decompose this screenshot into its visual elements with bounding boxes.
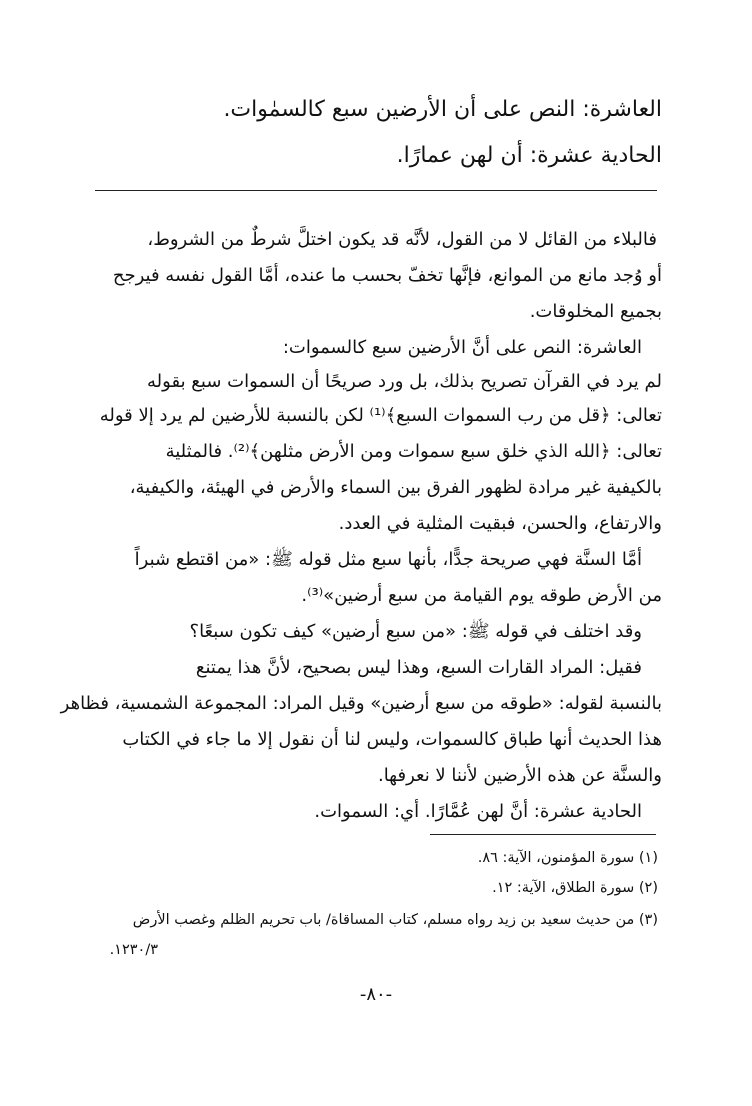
body-line: من الأرض طوقه يوم القيامة من سبع أرضين»⁽³⁾. (301, 585, 662, 606)
body-line: تعالى: ﴿الله الذي خلق سبع سموات ومن الأرض مثلهن﴾⁽²⁾. فالمثلية (165, 441, 662, 462)
body-line: أو وُجد مانع من الموانع، فإنَّها تخفّ بحسب ما عنده، أمَّا القول نفسه فيرجح (112, 265, 662, 286)
footnote-3: (٣) من حديث سعيد بن زيد رواه مسلم، كتاب المساقاة/ باب تحريم الظلم وغصب الأرض (132, 912, 658, 928)
body-line: العاشرة: النص على أنَّ الأرضين سبع كالسموات: (282, 337, 642, 358)
footnote-1: (١) سورة المؤمنون، الآية: ٨٦. (477, 850, 658, 866)
body-line: تعالى: ﴿قل من رب السموات السبع﴾⁽¹⁾ لكن بالنسبة للأرضين لم يرد إلا قوله (99, 405, 662, 426)
body-line: بالنسبة لقوله: «طوقه من سبع أرضين» وقيل المراد: المجموعة الشمسية، فظاهر (60, 693, 662, 714)
body-line: فالبلاء من القائل لا من القول، لأنَّه قد يكون اختلَّ شرطٌ من الشروط، (147, 229, 657, 250)
body-line: وقد اختلف في قوله ﷺ: «من سبع أرضين» كيف تكون سبعًا؟ (189, 621, 642, 642)
body-line: أمَّا السنَّة فهي صريحة جدًّا، بأنها سبع مثل قوله ﷺ: «من اقتطع شبراً (134, 549, 642, 570)
body-line: والارتفاع، والحسن، فبقيت المثلية في العدد. (338, 513, 662, 534)
section-divider (95, 190, 657, 191)
body-line: والسنَّة عن هذه الأرضين لأننا لا نعرفها. (377, 765, 662, 786)
heading-line-tenth: العاشرة: النص على أن الأرضين سبع كالسمٰوات. (223, 97, 662, 122)
body-line: الحادية عشرة: أنَّ لهن عُمَّارًا. أي: السموات. (314, 801, 642, 822)
heading-line-eleventh: الحادية عشرة: أن لهن عمارًا. (396, 143, 662, 168)
page-number: -٨٠- (359, 984, 393, 1005)
footnote-2: (٢) سورة الطلاق، الآية: ١٢. (492, 880, 658, 896)
body-line: لم يرد في القرآن تصريح بذلك، بل ورد صريحًا أن السموات سبع بقوله (147, 371, 662, 392)
body-line: بالكيفية غير مرادة لظهور الفرق بين السماء والأرض في الهيئة، والكيفية، (129, 477, 662, 498)
body-line: هذا الحديث أنها طباق كالسموات، وليس لنا أن نقول إلا ما جاء في الكتاب (122, 729, 662, 750)
body-line: فقيل: المراد القارات السبع، وهذا ليس بصحيح، لأنَّ هذا يمتنع (195, 657, 642, 678)
body-line: بجميع المخلوقات. (529, 301, 662, 322)
footnote-divider (430, 834, 656, 835)
footnote-3-continued: ١٢٣٠/٣. (109, 942, 158, 958)
